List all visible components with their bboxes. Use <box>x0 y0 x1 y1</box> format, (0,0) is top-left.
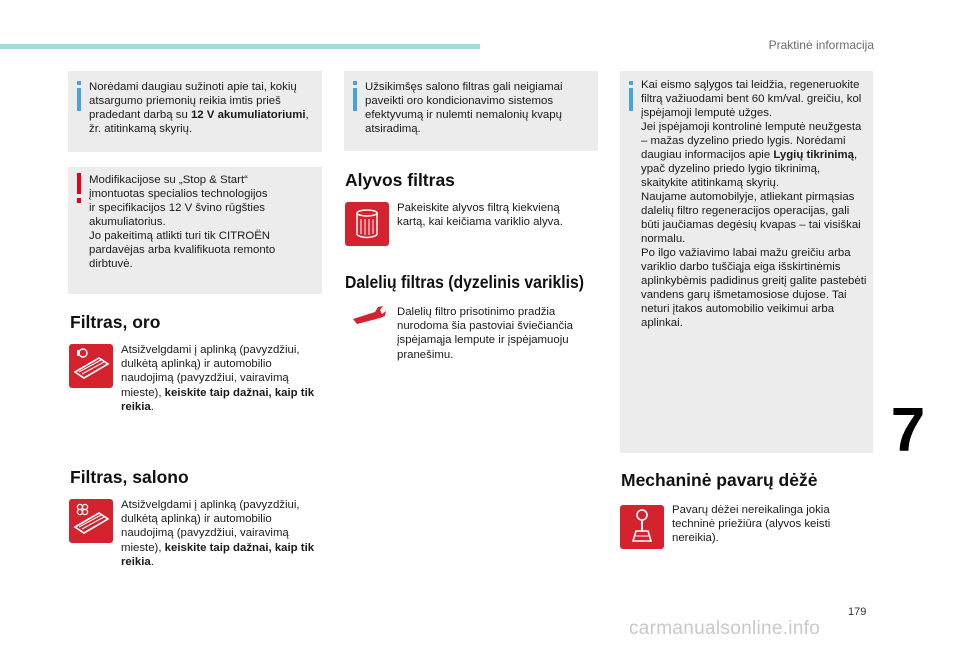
gearbox-text: Pavarų dėžei nereikalinga jokia techninė priežiūra (alyvos keisti nereikia). <box>672 504 831 545</box>
air-filter-heading: Filtras, oro <box>70 312 161 332</box>
oil-filter-heading: Alyvos filtras <box>345 170 455 190</box>
info-icon <box>74 81 84 111</box>
cabin-filter-icon <box>69 499 113 543</box>
note-text: Norėdami daugiau sužinoti apie tai, kokių atsargumo priemonių reikia imtis prieš pradedant darbą su 12 V akumuliatoriumi, žr. atitinkamą skyrių. <box>89 81 309 135</box>
page-number: 179 <box>848 606 867 618</box>
stop-start-warning-note <box>68 167 322 294</box>
note-text: Užsikimšęs salono filtras gali neigiamai paveikti oro kondicionavimo sistemos efektyvumą ir nulemti nemalonių kvapų atsiradimą. <box>365 81 563 135</box>
air-filter-text: Atsižvelgdami į aplinką (pavyzdžiui, dulkėtą aplinką) ir automobilio naudojimą (pavyzdžiui, vairavimą mieste), keiskite taip dažnai, kaip tik reikia. <box>121 344 315 413</box>
gearbox-heading: Mechaninė pavarų dėžė <box>621 470 818 490</box>
note-text: Kai eismo sąlygos tai leidžia, regeneruokite filtrą važiuodami bent 60 km/val. greičiu, kol įspėjamoji lemputė užges. Jei įspėjamoji kontrolinė lemputė neužgesta – mažas dyzelino priedo lygis. Norėdami daugiau informacijos apie Lygių tikrinimą, ypač dyzelino priedo lygio tikrinimą, skaitykite atitinkamą skyrių. Naujame automobilyje, atliekant pirmąsias dalelių filtro regeneracijos operacijas, gali būti jaučiamas degėsių kvapas – tai visiškai normalu. Po ilgo važiavimo labai mažu greičiu arba variklio darbo tuščiąja eiga išskirtinėmis aplinkybėmis padidinus greitį galite pastebėti vandens garų išmetamosiose dujose. Tai neturi įtakos automobilio veikimui arba aplinkai. <box>641 79 867 329</box>
note-text: Modifikacijose su „Stop & Start“ įmontuotas specialios technologijos ir specifikacijos 12 V švino rūgšties akumuliatorius. Jo pakeitimą atlikti turi tik CITROËN pardavėjas arba kvalifikuota remonto dirbtuvė. <box>89 174 276 270</box>
regeneration-info-note <box>620 71 873 453</box>
particle-filter-text: Dalelių filtro prisotinimo pradžia nurodoma šia pastoviai šviečiančia įspėjamąja lempute ir įspėjamuoju pranešimu. <box>397 306 574 361</box>
oil-filter-icon <box>345 202 389 246</box>
wrench-icon <box>345 298 389 342</box>
chapter-number: 7 <box>890 396 926 465</box>
particle-filter-heading: Dalelių filtras (dyzelinis variklis) <box>345 272 584 292</box>
info-icon <box>626 81 636 111</box>
gearbox-icon <box>620 505 664 549</box>
section-title: Praktinė informacija <box>768 38 874 52</box>
info-icon <box>350 81 360 111</box>
cabin-filter-info-note <box>344 71 598 151</box>
watermark: carmanualsonline.info <box>629 618 821 639</box>
cabin-filter-heading: Filtras, salono <box>70 467 189 487</box>
warning-icon <box>74 173 84 203</box>
cabin-filter-text: Atsižvelgdami į aplinką (pavyzdžiui, dulkėtą aplinką) ir automobilio naudojimą (pavyzdžiui, vairavimą mieste), keiskite taip dažnai, kaip tik reikia. <box>121 499 315 568</box>
header-accent-bar <box>0 44 480 49</box>
air-filter-icon <box>69 344 113 388</box>
battery-info-note <box>68 71 322 152</box>
oil-filter-text: Pakeiskite alyvos filtrą kiekvieną kartą, kai keičiama variklio alyva. <box>397 202 563 229</box>
